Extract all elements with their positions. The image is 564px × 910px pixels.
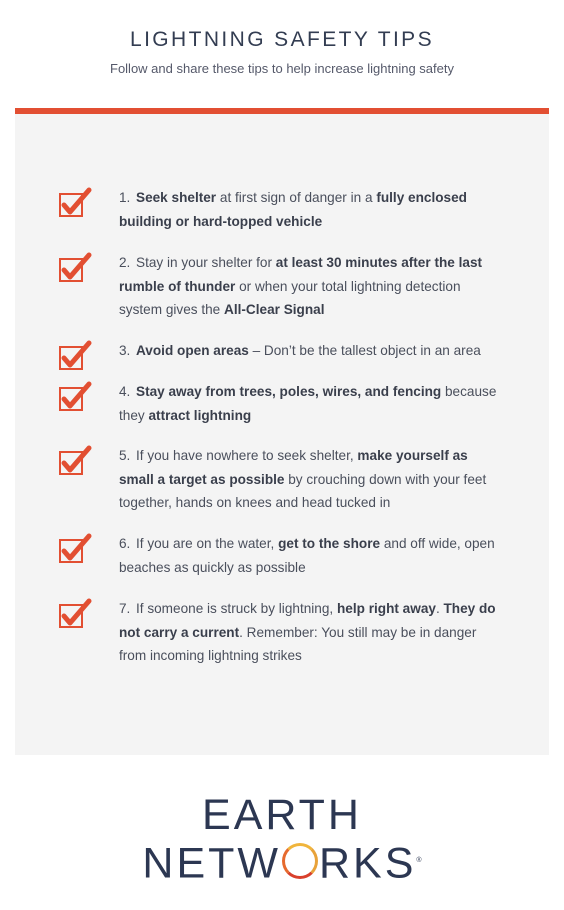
- tip-run: Stay in your shelter for: [136, 255, 276, 270]
- tip-number: 2.: [119, 255, 131, 270]
- tip-text: [119, 380, 499, 427]
- tip-emphasis: make yourself as small a target as possible: [119, 448, 468, 487]
- tip-run: because they: [119, 384, 497, 423]
- checkmark-icon: [58, 597, 92, 629]
- tip-number: 5.: [119, 448, 131, 463]
- tip-run: If you have nowhere to seek shelter,: [136, 448, 358, 463]
- tip-text: [119, 444, 499, 515]
- logo-text: NETW: [142, 839, 281, 888]
- tip-emphasis: at least 30 minutes after the last rumble of thunder: [119, 255, 483, 294]
- tip-emphasis: Avoid open areas: [136, 343, 249, 358]
- tip-run: If you are on the water,: [136, 536, 279, 551]
- checkmark-icon: [58, 339, 92, 371]
- tip-number: 4.: [119, 384, 131, 399]
- logo-text: RKS: [319, 839, 417, 888]
- checkmark-icon: [58, 186, 92, 218]
- tip-emphasis: They do not carry a current: [119, 601, 496, 640]
- logo-line-1: EARTH: [202, 791, 362, 839]
- tip-run: or when your total lightning detection system gives the: [119, 278, 461, 317]
- tip-number: 6.: [119, 536, 131, 551]
- logo-o-ring-icon: [282, 843, 318, 879]
- tip-run: by crouching down with your feet together, hands on knees and head tucked in: [119, 471, 487, 510]
- page-subtitle: Follow and share these tips to help increase lightning safety: [110, 61, 454, 76]
- checkmark-icon: [58, 380, 92, 412]
- tip-emphasis: Seek shelter: [136, 190, 217, 205]
- tip-text: [119, 186, 499, 233]
- tip-run: at first sign of danger in a: [216, 190, 377, 205]
- tip-emphasis: All-Clear Signal: [224, 302, 325, 317]
- earth-networks-logo: [0, 792, 564, 886]
- tip-text: [119, 339, 499, 363]
- tip-run: – Don’t be the tallest object in an area: [248, 343, 481, 358]
- tip-text: [119, 251, 499, 322]
- tip-run: .: [435, 601, 444, 616]
- tip-emphasis: attract lightning: [148, 407, 252, 423]
- tip-run: If someone is struck by lightning,: [136, 601, 337, 616]
- tip-number: 7.: [119, 601, 131, 616]
- tip-number: 1.: [119, 190, 131, 205]
- tip-emphasis: help right away: [336, 601, 436, 616]
- tips-panel: [15, 114, 549, 755]
- logo-line-2: [0, 838, 564, 886]
- tip-text: [119, 532, 499, 579]
- tip-run: . Remember: You still may be in danger from incoming lightning strikes: [119, 624, 477, 663]
- tip-emphasis: Stay away from trees, poles, wires, and fencing: [136, 384, 442, 399]
- checkmark-icon: [58, 532, 92, 564]
- tip-text: [119, 597, 499, 668]
- checkmark-icon: [58, 444, 92, 476]
- tip-emphasis: get to the shore: [278, 536, 381, 551]
- registered-mark: ®: [416, 857, 422, 864]
- checkmark-icon: [58, 251, 92, 283]
- tip-emphasis: fully enclosed building or hard-topped vehicle: [119, 190, 467, 229]
- tip-run: and off wide, open beaches as quickly as possible: [119, 536, 495, 575]
- tip-number: 3.: [119, 343, 131, 358]
- page-title: LIGHTNING SAFETY TIPS: [129, 28, 434, 51]
